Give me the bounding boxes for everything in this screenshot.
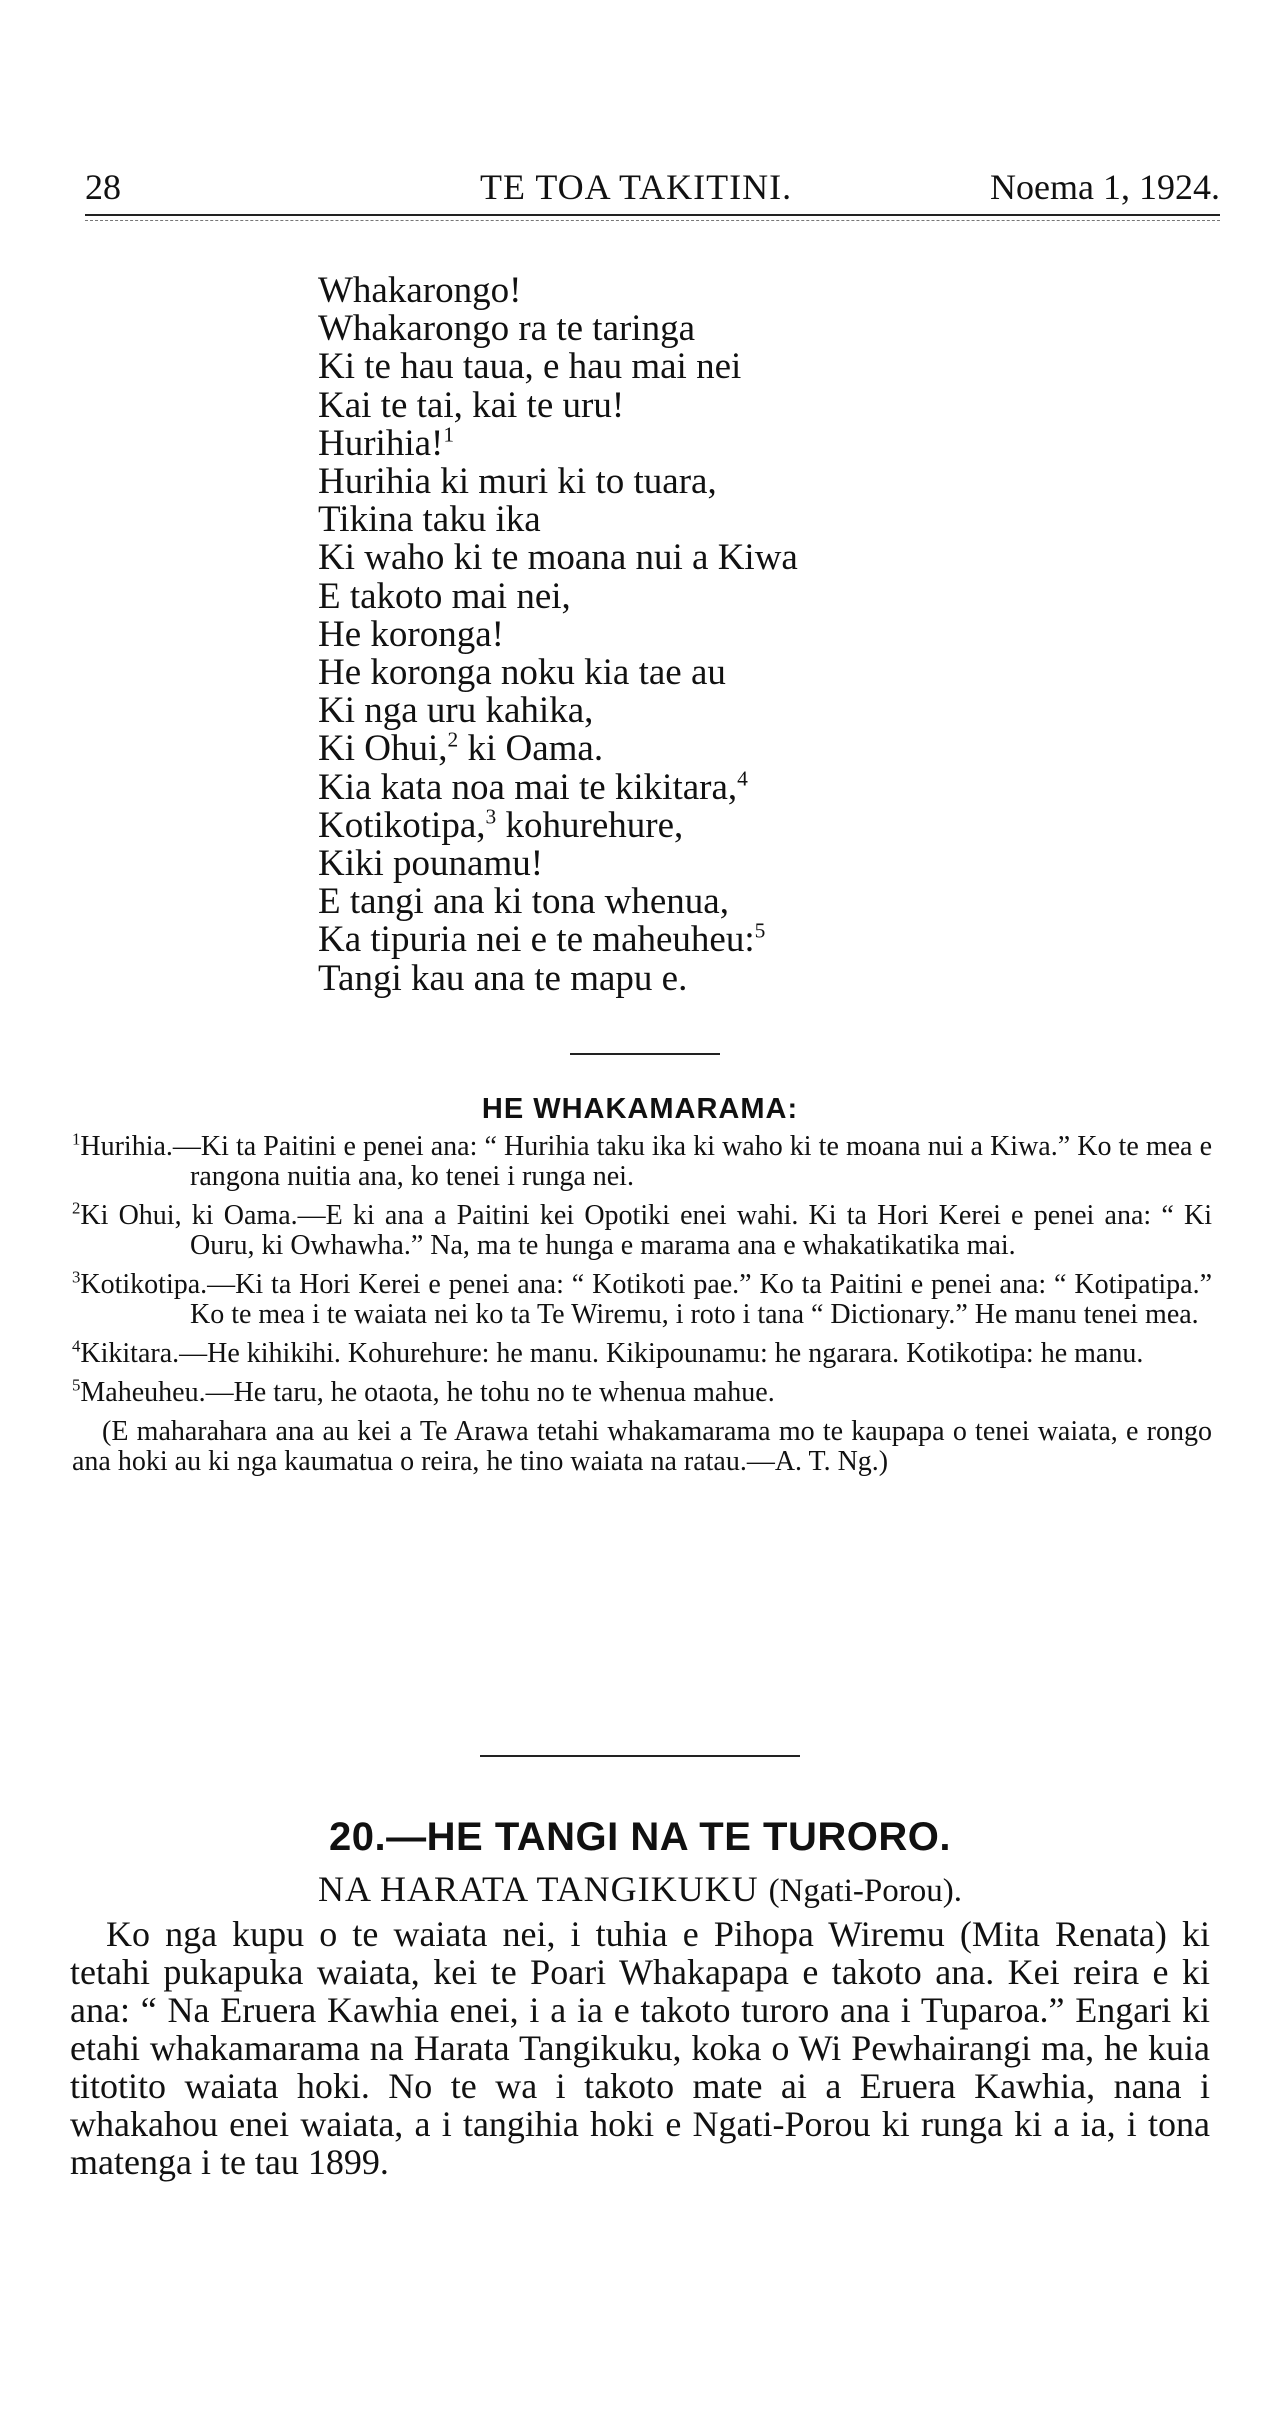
section-body: Ko nga kupu o te waiata nei, i tuhia e Pihopa Wiremu (Mita Renata) ki tetahi pukapuka waiata, kei te Poari Whakapapa e takoto ana. Kei reira e ki ana: “ Na Eruera Kawhia enei, i a ia e takoto turoro ana i Tuparoa.” Engari ki etahi whakamarama na Harata Tangikuku, koka o Wi Pewhairangi ma, he kuia titotito waiata hoki. No te wa i takoto mate ai a Eruera Kawhia, nana i whakahou enei waiata, a i tangihia hoki e Ngati-Porou ki runga ki a ia, i tona matenga i te tau 1899. — [70, 1914, 1210, 2182]
poem-line: Ka tipuria nei e te maheuheu:$^5$ — [318, 919, 766, 961]
poem-line: He koronga noku kia tae au — [318, 652, 726, 694]
publication-title: TE TOA TAKITINI. — [480, 167, 793, 207]
footnote-text: Kikitara.—He kihikihi. Kohurehure: he manu. Kikipounamu: he ngarara. Kotikotipa: he manu. — [80, 1338, 1144, 1369]
footnote-number: 4 — [72, 1336, 81, 1356]
footnote-4 — [72, 1336, 1212, 1369]
footnote-marker: 4 — [737, 766, 748, 791]
footnote-number: 2 — [72, 1198, 81, 1218]
poem-line: Whakarongo! — [318, 270, 522, 311]
poem-line: Tangi kau ana te mapu e. — [318, 957, 688, 999]
poem-line: Tikina taku ika — [318, 499, 541, 541]
header-rule-dashed — [85, 220, 1220, 221]
footnote-2 — [72, 1198, 1212, 1261]
footnote-number: 1 — [72, 1129, 81, 1149]
section-subtitle — [0, 1868, 1280, 1910]
poem-line: E takoto mai nei, — [318, 575, 571, 617]
poem-line: Kiki pounamu! — [318, 843, 544, 885]
poem-line: Ki waho ki te moana nui a Kiwa — [318, 537, 798, 579]
poem-line: Ki te hau taua, e hau mai nei — [318, 346, 742, 388]
header-rule — [85, 214, 1220, 216]
section-title: 20.—HE TANGI NA TE TURORO. — [329, 1815, 951, 1859]
explanations-heading: HE WHAKAMARAMA: — [481, 1093, 799, 1125]
section-subtitle-tribe: (Ngati-Porou). — [768, 1873, 962, 1909]
section-subtitle-author: NA HARATA TANGIKUKU — [318, 1869, 759, 1909]
poem-line: Whakarongo ra te taringa — [318, 308, 696, 350]
poem-line: Kotikotipa,$^3$ kohurehure, — [318, 804, 684, 846]
poem-line: Hurihia!$^1$ — [318, 422, 455, 464]
poem-line: Kai te tai, kai te uru! — [318, 384, 625, 426]
poem-line: Ki nga uru kahika, — [318, 690, 594, 732]
footnotes — [72, 1129, 1212, 1486]
closing-note: (E maharahara ana au kei a Te Arawa tetahi whakamarama mo te kaupapa o tenei waiata, e rongo ana hoki au ki nga kaumatua o reira, he tino waiata na ratau.—A. T. Ng.) — [72, 1416, 1212, 1477]
footnote-number: 5 — [72, 1375, 81, 1395]
page-header — [85, 160, 1220, 216]
footnote-1 — [72, 1129, 1212, 1192]
footnote-marker: 2 — [447, 728, 459, 753]
poem-line: Hurihia ki muri ki to tuara, — [318, 461, 717, 503]
issue-date: Noema 1, 1924. — [990, 167, 1220, 207]
footnote-text: Kotikotipa.—Ki ta Hori Kerei e penei ana: “ Kotikoti pae.” Ko ta Paitini e penei ana: “ Kotipatipa.” Ko te mea i te waiata nei ko ta Te Wiremu, i roto i tana “ Dictionary.” He manu tenei mea. — [80, 1269, 1212, 1330]
section-separator-rule — [480, 1755, 800, 1757]
footnote-text: Hurihia.—Ki ta Paitini e penei ana: “ Hurihia taku ika ki waho ki te moana nui a Kiwa.” Ko te mea e rangona nuitia ana, ko tenei i runga nei. — [80, 1131, 1212, 1192]
footnote-marker: 5 — [754, 919, 766, 944]
footnote-marker: 3 — [485, 804, 497, 829]
separator-rule — [570, 1053, 720, 1055]
footnote-marker: 1 — [443, 422, 455, 447]
footnote-text: Maheuheu.—He taru, he otaota, he tohu no te whenua mahue. — [80, 1377, 775, 1408]
footnote-3 — [72, 1267, 1212, 1330]
poem-line: Kia kata noa mai te kikitara,$^4$ — [318, 766, 748, 808]
poem-line: E tangi ana ki tona whenua, — [318, 881, 729, 923]
poem — [318, 272, 1018, 998]
page-number: 28 — [85, 167, 121, 207]
poem-line: He koronga! — [318, 613, 504, 655]
footnote-text: Ki Ohui, ki Oama.—E ki ana a Paitini kei Opotiki enei wahi. Ki ta Hori Kerei e penei ana: “ Ki Ouru, ki Owhawha.” Na, ma te hunga e marama ana e whakatikatika mai. — [80, 1200, 1212, 1261]
poem-line: Ki Ohui,$^2$ ki Oama. — [318, 728, 604, 770]
footnote-5 — [72, 1375, 1212, 1408]
footnote-number: 3 — [72, 1267, 81, 1287]
